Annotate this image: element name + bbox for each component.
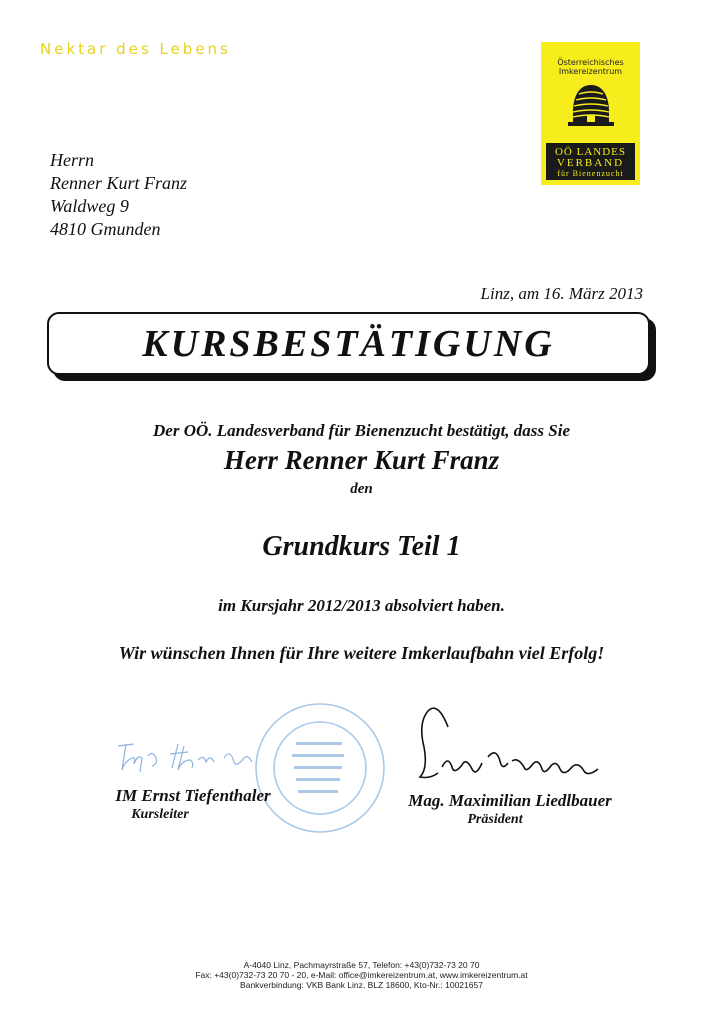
title-banner-box [47, 312, 650, 375]
association-logo [541, 42, 640, 185]
address-name: Renner Kurt Franz [50, 173, 187, 193]
course-name: Grundkurs Teil 1 [262, 531, 461, 562]
right-signature [408, 697, 608, 792]
letter-date: Linz, am 16. März 2013 [480, 284, 643, 303]
title-banner [47, 312, 650, 375]
logo-line-2: Imkereizentrum [558, 67, 623, 76]
logo-band-line-3: für Bienenzucht [557, 169, 624, 178]
closing-wish: Wir wünschen Ihnen für Ihre weitere Imkerlaufbahn viel Erfolg! [118, 643, 605, 663]
left-signature [112, 732, 262, 782]
president-name: Mag. Maximilian Liedlbauer [408, 791, 612, 810]
course-leader-name: IM Ernst Tiefenthaler [115, 786, 271, 805]
logo-band [546, 143, 635, 180]
course-year-text: im Kursjahr 2012/2013 absolviert haben. [218, 596, 505, 615]
connector-text: den [350, 481, 373, 497]
tagline: Nektar des Lebens [40, 40, 231, 58]
logo-line-1: Österreichisches [557, 58, 624, 67]
participant-name: Herr Renner Kurt Franz [223, 445, 500, 475]
logo-band-line-1: OÖ LANDES [554, 146, 627, 158]
president-role: Präsident [467, 812, 523, 827]
address-city: 4810 Gmunden [50, 219, 161, 239]
footer-bank: Bankverbindung: VKB Bank Linz, BLZ 18600, Kto-Nr.: 10021657 [240, 980, 483, 990]
official-stamp [252, 700, 388, 836]
beehive-skep-icon [565, 82, 617, 130]
logo-band-line-2: VERBAND [556, 157, 625, 169]
address-street: Waldweg 9 [50, 196, 129, 216]
footer-address: A-4040 Linz, Pachmayrstraße 57, Telefon: +43(0)732-73 20 70 [243, 960, 480, 970]
recipient-address [50, 149, 187, 241]
confirmation-text: Der OÖ. Landesverband für Bienenzucht bestätigt, dass Sie [153, 421, 570, 440]
logo-header [541, 58, 640, 76]
course-leader-role: Kursleiter [131, 807, 189, 822]
address-salutation: Herrn [50, 150, 94, 170]
document-title: KURSBESTÄTIGUNG [142, 322, 555, 365]
footer-contact [0, 960, 723, 990]
footer-fax-email: Fax: +43(0)732-73 20 70 - 20, e-Mail: office@imkereizentrum.at, www.imkereizentrum.at [195, 970, 528, 980]
